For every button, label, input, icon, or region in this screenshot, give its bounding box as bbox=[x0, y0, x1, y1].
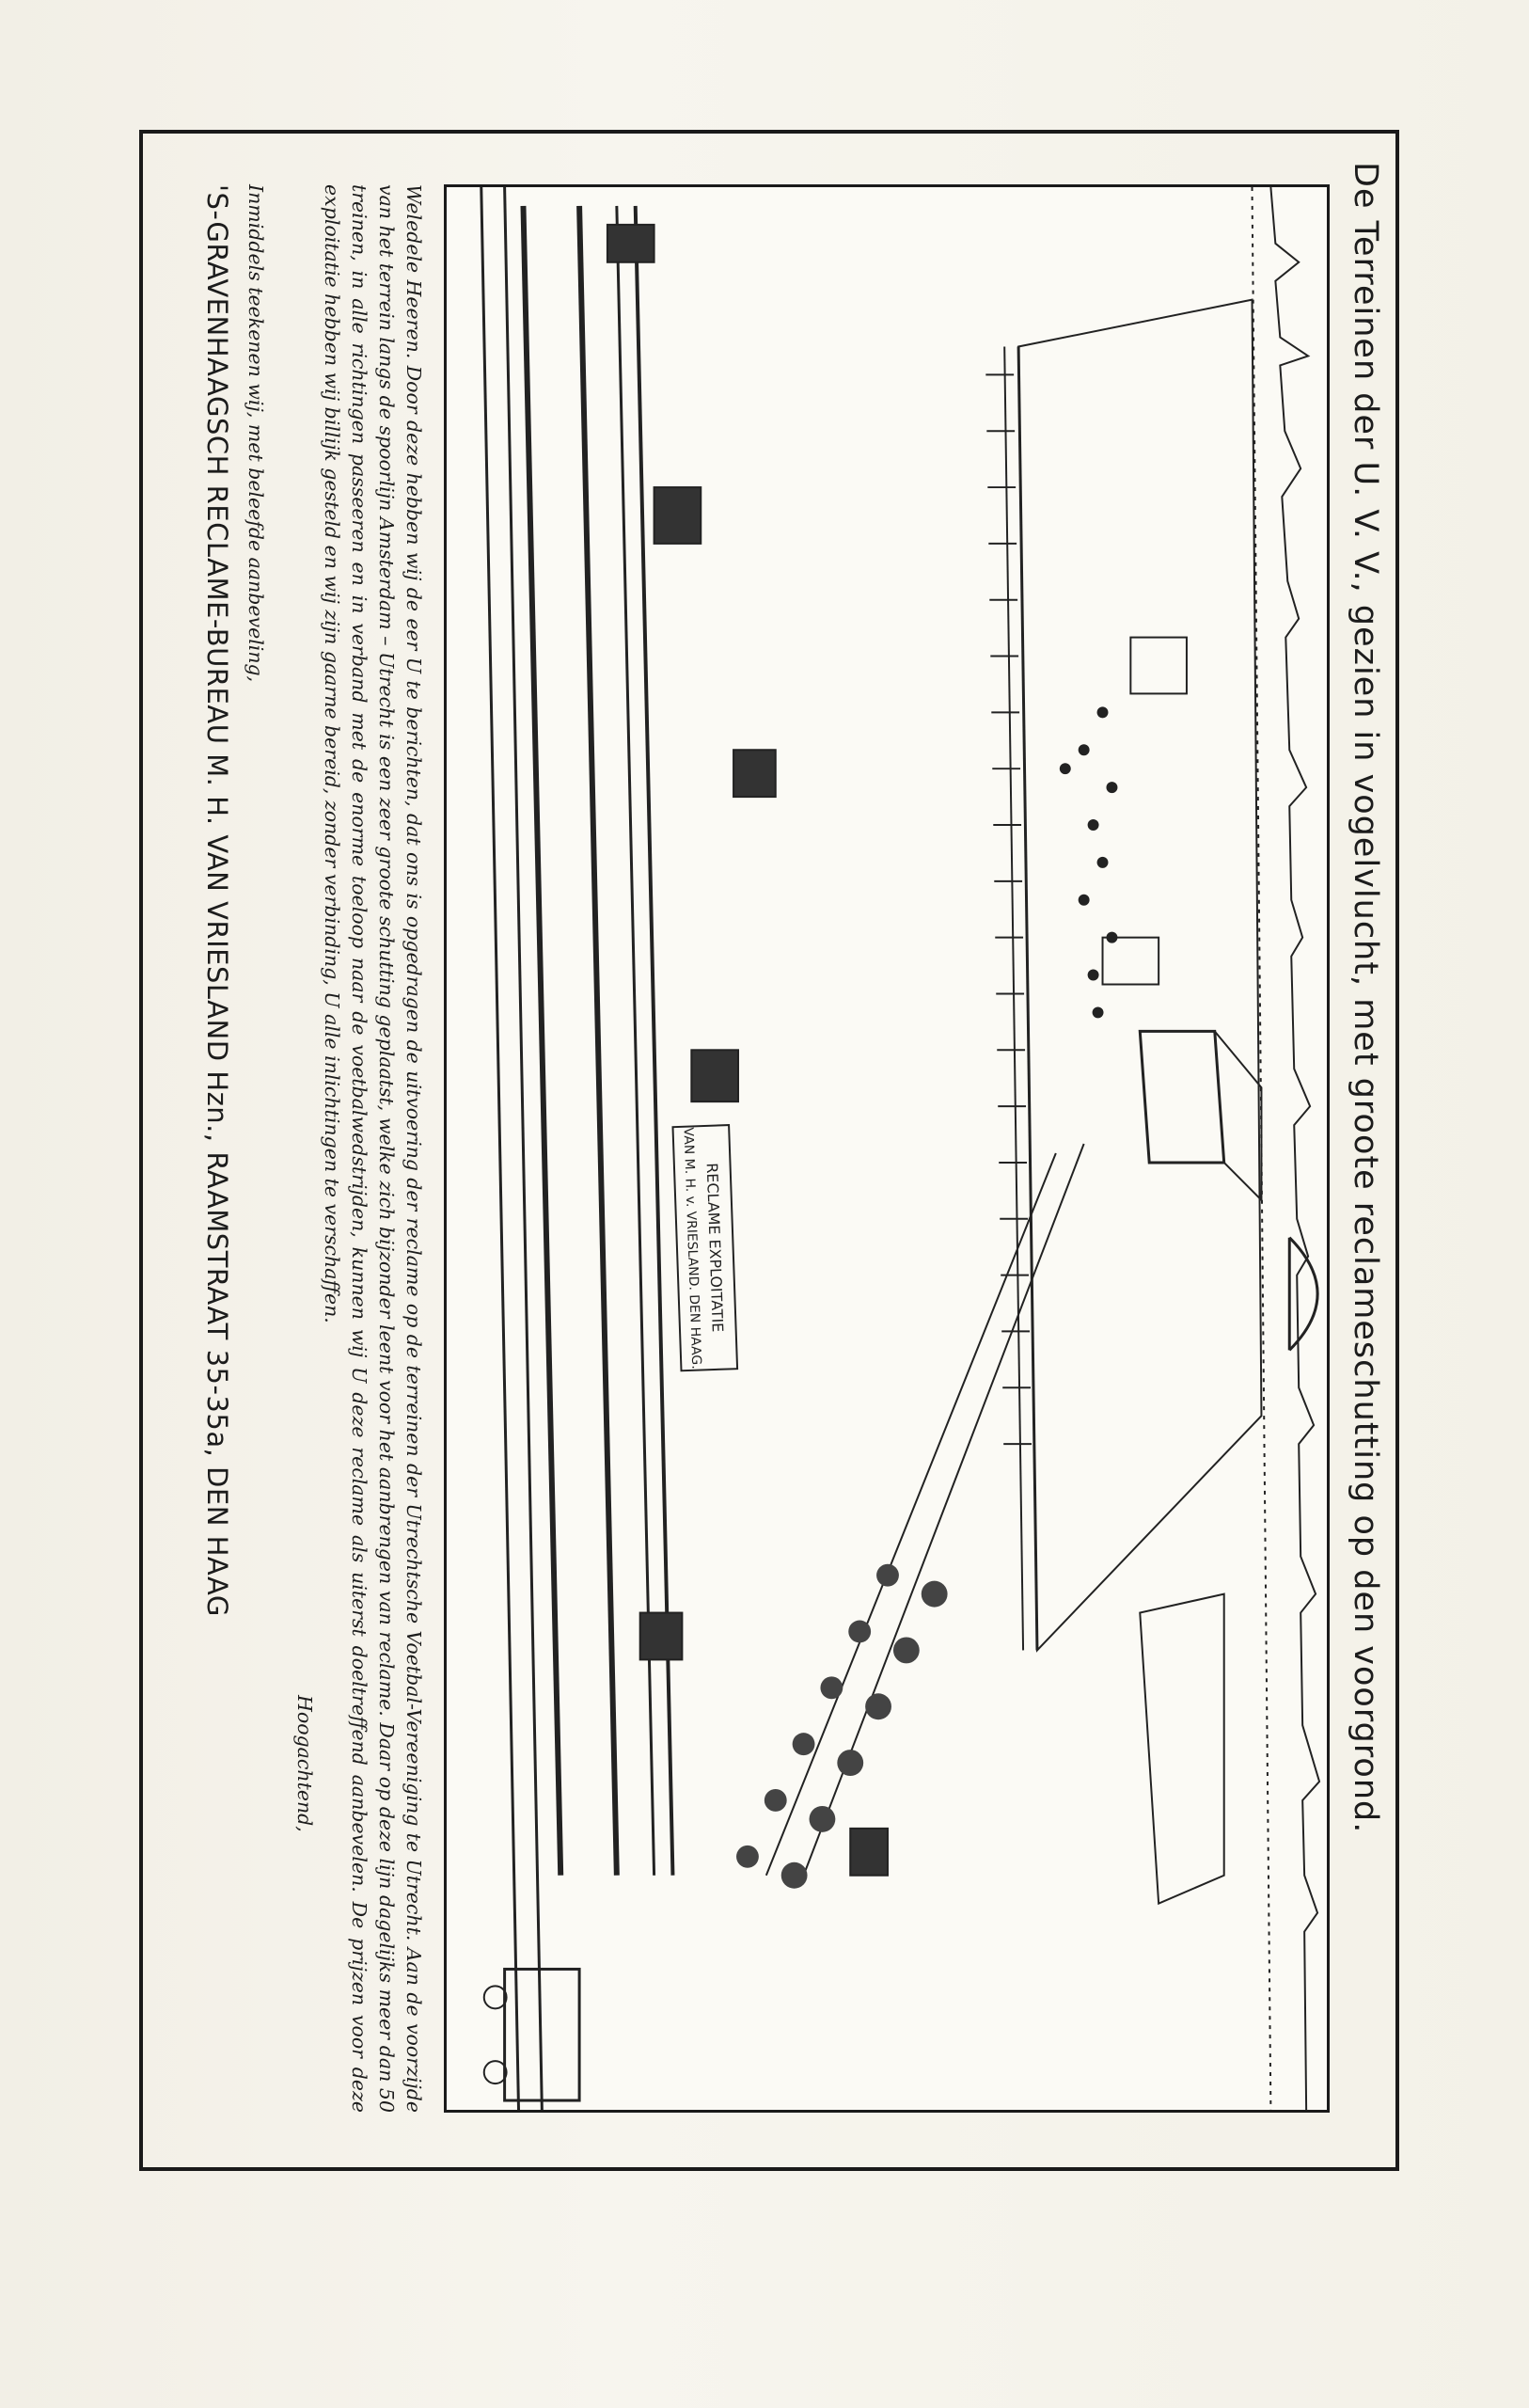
letter-text-block bbox=[318, 184, 427, 2113]
banner-line-1: RECLAME EXPLOITATIE bbox=[702, 1162, 727, 1333]
banner-line-2: VAN M. H. v. VRIESLAND. DEN HAAG. bbox=[680, 1127, 704, 1370]
company-signature: 'S-GRAVENHAAGSCH RECLAME-BUREAU M. H. VAN VRIESLAND Hzn., RAAMSTRAAT 35-35a, DEN HAAG bbox=[201, 184, 233, 1617]
letter-closing: Inmiddels teekenen wij, met beleefde aanbeveling, bbox=[244, 184, 267, 683]
document-title: De Terreinen der U. V. V., gezien in vogelvlucht, met groote reclameschutting op den voorgrond. bbox=[1347, 162, 1384, 1834]
advertisement-content bbox=[143, 134, 1395, 2167]
letter-body: Weledele Heeren. Door deze hebben wij de eer U te berichten, dat ons is opgedragen de uitvoering der reclame op de terreinen der Utrechtsche Voetbal-Vereeniging te Utrecht. Aan de voorzijde van het terrein langs de spoorlijn Amsterdam – Utrecht is een zeer groote schutting geplaatst, welke zich bijzonder leent voor het aanbrengen van reclame. Daar op deze lijn dagelijks meer dan 50 treinen, in alle richtingen passeeren en in verband met de enorme toeloop naar de voetbalwedstrijden, kunnen wij U deze reclame als uiterst doeltreffend aanbevelen. De prijzen voor deze exploitatie hebben wij billijk gesteld en wij zijn gaarne bereid, zonder verbinding, U alle inlichtingen te verschaffen. bbox=[321, 184, 425, 2113]
stadium-illustration bbox=[444, 184, 1330, 2113]
stadium-drawing bbox=[447, 187, 1327, 2110]
letter-greeting: Hoogachtend, bbox=[293, 1695, 316, 1832]
